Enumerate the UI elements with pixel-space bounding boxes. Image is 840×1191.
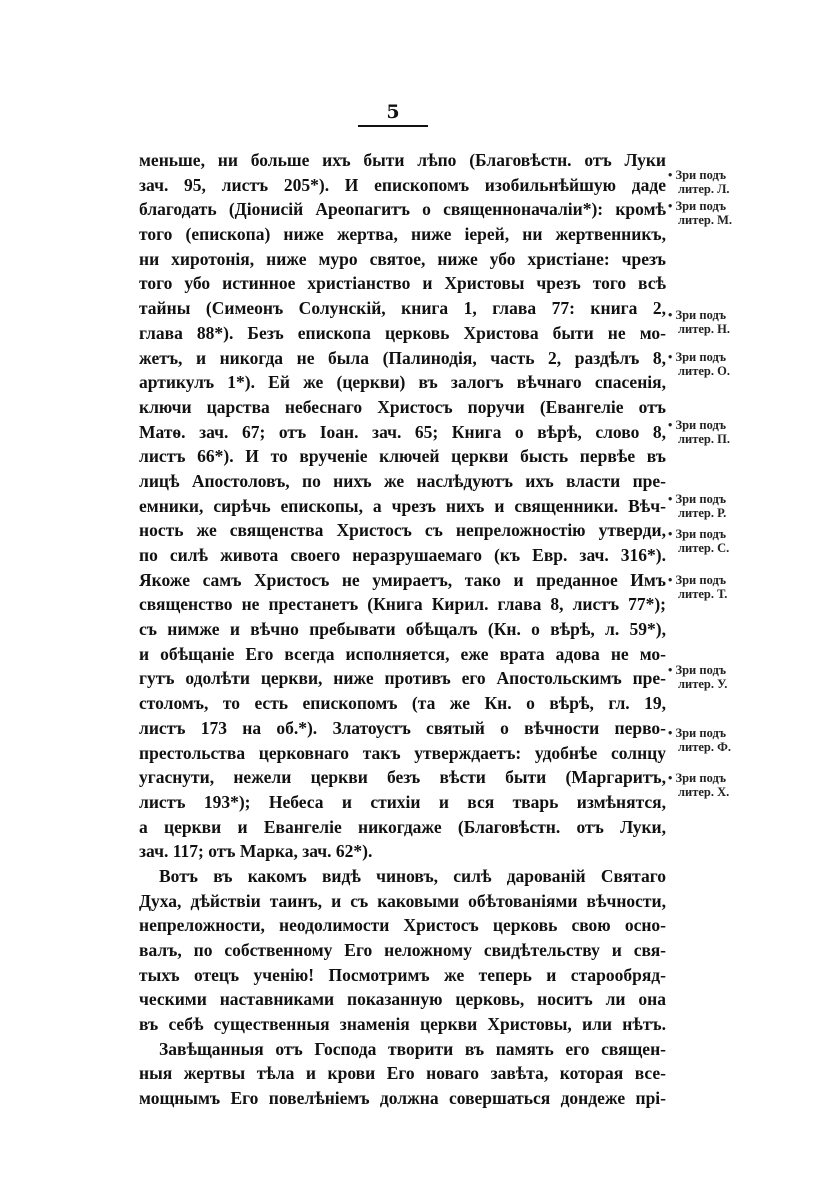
text-line: того (епископа) ниже жертва, ниже іерей, ни жертвенникъ, (139, 224, 666, 245)
text-line: а церкви и Евангеліе никогдаже (Благовѣстн. отъ Луки, (139, 816, 666, 837)
text-line: престольства церковнаго такъ утверждаетъ: удобнѣе солнцу (139, 742, 666, 763)
body-text (139, 148, 666, 1111)
page-number-text: 5 (386, 101, 400, 123)
text-line: ключи царства небеснаго Христосъ поручи (Евангеліе отъ (139, 396, 666, 417)
text-line: Вотъ въ какомъ видѣ чиновъ, силѣ дарованій Святаго (159, 865, 666, 886)
margin-note: • Зри подъ литер. Т. (668, 573, 728, 601)
margin-note: • Зри подъ литер. М. (668, 199, 733, 227)
text-line: священство не престанетъ (Книга Кирил. глава 8, листъ 77*); (139, 594, 666, 615)
text-line: ни хиротонія, ниже муро святое, ниже убо христіане: чрезъ (139, 248, 666, 269)
text-line: въ себѣ существенныя знаменія церкви Христовы, или нѣтъ. (139, 1014, 666, 1035)
margin-note: • Зри подъ литер. У. (668, 663, 728, 691)
text-line: ныя жертвы тѣла и крови Его новаго завѣта, которая все- (139, 1063, 666, 1084)
text-line: мощнымъ Его повелѣніемъ должна совершаться дондеже прі- (139, 1088, 666, 1109)
margin-note: • Зри подъ литер. Х. (668, 771, 730, 799)
text-line: ческими наставниками показанную церковь, носитъ ли она (139, 989, 666, 1010)
margin-note: • Зри подъ литер. С. (668, 527, 730, 555)
text-line: зач. 117; отъ Марка, зач. 62*). (139, 841, 373, 862)
text-line: листъ 193*); Небеса и стихіи и вся тварь измѣнятся, (139, 791, 666, 812)
margin-note: • Зри подъ литер. О. (668, 350, 730, 378)
text-line: столомъ, то есть епископомъ (та же Кн. о вѣрѣ, гл. 19, (139, 693, 666, 714)
text-line: глава 88*). Безъ епископа церковь Христова быти не мо- (139, 322, 666, 343)
text-line: тайны (Симеонъ Солунскій, книга 1, глава 77: книга 2, (139, 298, 666, 319)
margin-note: • Зри подъ литер. Ф. (668, 726, 731, 754)
text-line: того убо истинное христіанство и Христовы чрезъ того всѣ (139, 273, 666, 294)
text-line: Якоже самъ Христосъ не умираетъ, тако и преданное Имъ (139, 569, 666, 590)
text-line: благодать (Діонисій Ареопагитъ о священноначаліи*): кромѣ (139, 199, 666, 220)
text-line: артикулъ 1*). Ей же (церкви) въ залогъ вѣчнаго спасенія, (139, 372, 666, 393)
text-line: непреложности, неодолимости Христосъ церковь свою осно- (139, 915, 666, 936)
margin-note: • Зри подъ литер. П. (668, 418, 730, 446)
text-line: Духа, дѣйствіи таинъ, и съ каковыми обѣтованіями вѣчности, (139, 890, 666, 911)
text-line: по силѣ живота своего неразрушаемаго (къ Евр. зач. 316*). (139, 545, 666, 565)
text-line: тыхъ отецъ ученію! Посмотримъ же теперь и старообряд- (139, 964, 666, 985)
text-line: Матѳ. зач. 67; отъ Іоан. зач. 65; Книга о вѣрѣ, слово 8, (139, 421, 666, 442)
page-number (358, 101, 428, 127)
text-line: Завѣщанныя отъ Господа творити въ память его священ- (159, 1038, 666, 1059)
text-line: меньше, ни больше ихъ быти лѣпо (Благовѣстн. отъ Луки (139, 150, 666, 170)
text-line: гутъ одолѣти церкви, ниже противъ его Апостольскимъ пре- (139, 668, 666, 689)
text-line: жетъ, и никогда не была (Палинодія, часть 2, раздѣлъ 8, (139, 347, 666, 368)
margin-note: • Зри подъ литер. Л. (668, 168, 730, 196)
text-line: листъ 173 на об.*). Златоустъ святый о вѣчности перво- (139, 717, 666, 738)
text-line: емники, сирѣчь епископы, а чрезъ нихъ и священники. Вѣч- (139, 495, 666, 516)
text-line: зач. 95, листъ 205*). И епископомъ изобильнѣйшую даде (139, 174, 666, 195)
text-line: лицѣ Апостоловъ, по нихъ же наслѣдуютъ ихъ власти пре- (139, 470, 666, 491)
text-line: листъ 66*). И то врученіе ключей церкви бысть первѣе въ (139, 446, 666, 467)
text-line: ность же священства Христосъ съ непреложностію утверди, (139, 520, 666, 541)
margin-note: • Зри подъ литер. Н. (668, 308, 730, 336)
page-number-rule (358, 125, 428, 127)
margin-note: • Зри подъ литер. Р. (668, 492, 727, 520)
text-line: и обѣщаніе Его всегда исполняется, еже врата адова не мо- (139, 643, 666, 664)
text-line: угаснути, нежели церкви безъ вѣсти быти (Маргаритъ, (139, 767, 666, 788)
text-line: валъ, по собственному Его неложному свидѣтельству и свя- (139, 940, 666, 960)
text-line: съ нимже и вѣчно пребывати обѣщалъ (Кн. о вѣрѣ, л. 59*), (139, 619, 666, 640)
